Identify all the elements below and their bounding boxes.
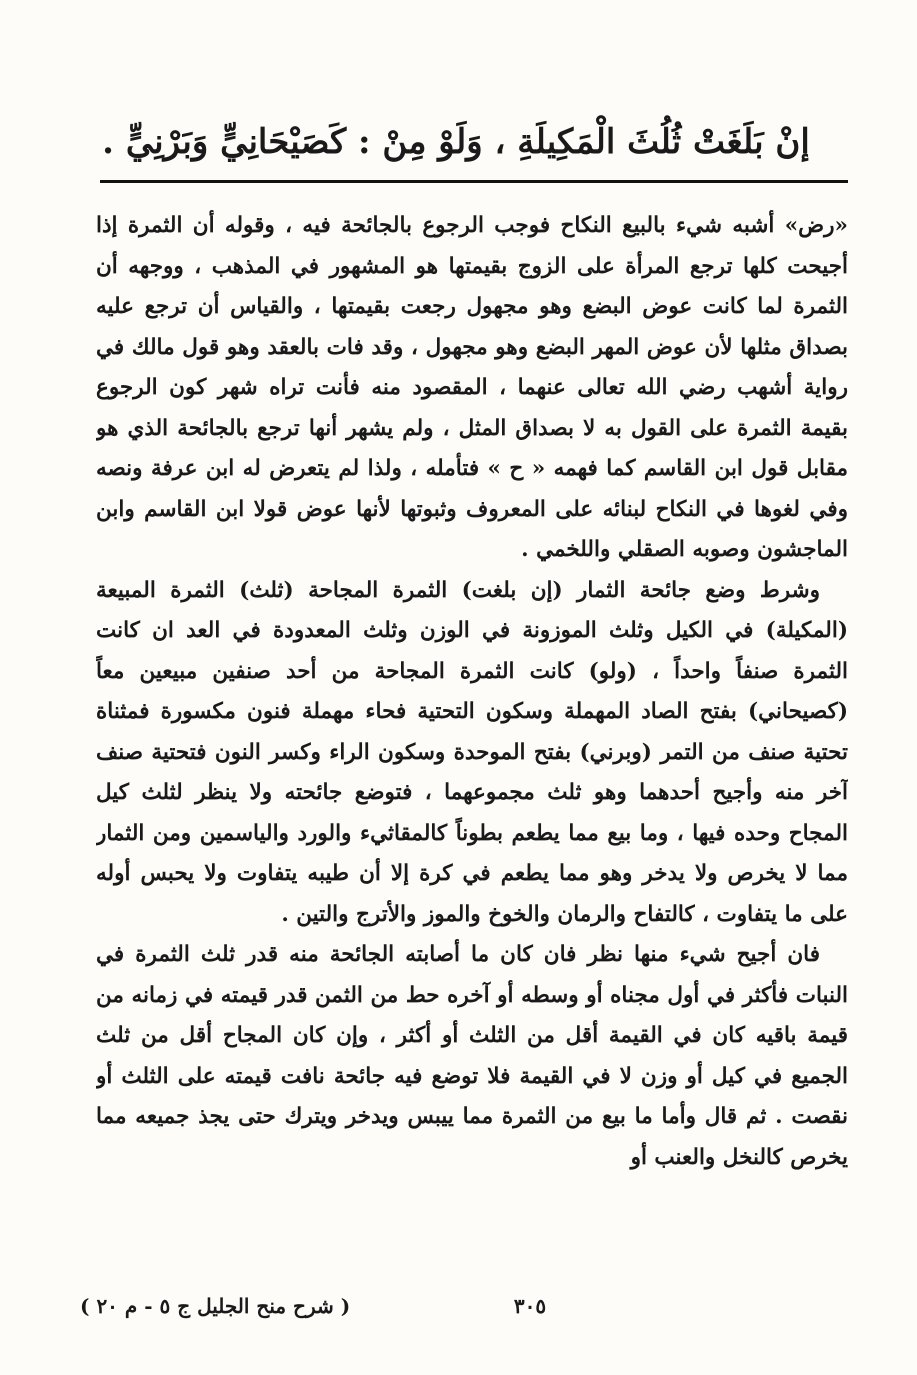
paragraph-3: فان أجيح شيء منها نظر فان كان ما أصابته الجائحة منه قدر ثلث الثمرة في النبات فأكثر في أول مجناه أو وسطه أو آخره حط من الثمن قدر قيمته في زمانه من قيمة باقيه كان في القيمة أقل من الثلث أو أكثر ، وإن كان المجاح أقل من ثلث الجميع في كيل أو وزن لا في القيمة فلا توضع فيه جائحة نافت قيمته على الثلث أو نقصت . ثم قال وأما ما بيع من الثمرة مما ييبس ويدخر ويترك حتى يجذ جميعه مما يخرص كالنخل والعنب أو [96, 942, 848, 1170]
commentary-body [96, 206, 848, 1276]
page-footer [80, 1288, 850, 1324]
header-rule [100, 180, 848, 183]
paragraph-1: «رض» أشبه شيء بالبيع النكاح فوجب الرجوع بالجائحة فيه ، وقوله أن الثمرة إذا أجيحت كلها ترجع المرأة على الزوج بقيمتها هو المشهور في المذهب ، ووجهه أن الثمرة لما كانت عوض البضع وهو مجهول رجعت بقيمتها ، والقياس أن ترجع عليه بصداق مثلها لأن عوض المهر البضع وهو مجهول ، وقد فات بالعقد وهو قول مالك في رواية أشهب رضي الله تعالى عنهما ، المقصود منه فأنت تراه شهر كون الرجوع بقيمة الثمرة على القول به لا بصداق المثل ، ولم يشهر أنها ترجع بالجائحة الذي هو مقابل قول ابن القاسم كما فهمه « ح » فتأمله ، ولذا لم يتعرض له ابن عرفة ونصه وفي لغوها في النكاح لبنائه على المعروف وثبوتها لأنها عوض قولا ابن القاسم وابن الماجشون وصوبه الصقلي واللخمي . [96, 213, 848, 562]
volume-signature: ( شرح منح الجليل ج ٥ - م ٢٠ ) [80, 1294, 351, 1318]
page-number: ٣٠٥ [513, 1294, 547, 1318]
page-header-verse: إنْ بَلَغَتْ ثُلُثَ الْمَكِيلَةِ ، وَلَوْ مِنْ : كَصَيْحَانِيٍّ وَبَرْنِيٍّ . [102, 122, 810, 162]
paragraph-2: وشرط وضع جائحة الثمار (إن بلغت) الثمرة المجاحة (ثلث) الثمرة المبيعة (المكيلة) في الكيل وثلث الموزونة في الوزن وثلث المعدودة في العد ان كانت الثمرة صنفاً واحداً ، (ولو) كانت الثمرة المجاحة من أحد صنفين مبيعين معاً (كصيحاني) بفتح الصاد المهملة وسكون التحتية فحاء مهملة فنون مكسورة فمثناة تحتية صنف من التمر (وبرني) بفتح الموحدة وسكون الراء وكسر النون فتحتية صنف آخر منه وأجيح أحدهما وهو ثلث مجموعهما ، فتوضع جائحته ولا ينظر لثلث كيل المجاح وحده فيها ، وما بيع مما يطعم بطوناً كالمقاثيء والورد والياسمين ومن الثمار مما لا يخرص ولا يدخر وهو مما يطعم في كرة إلا أن طيبه يتفاوت ولا يحبس أوله على ما يتفاوت ، كالتفاح والرمان والخوخ والموز والأترج والتين . [96, 577, 848, 927]
